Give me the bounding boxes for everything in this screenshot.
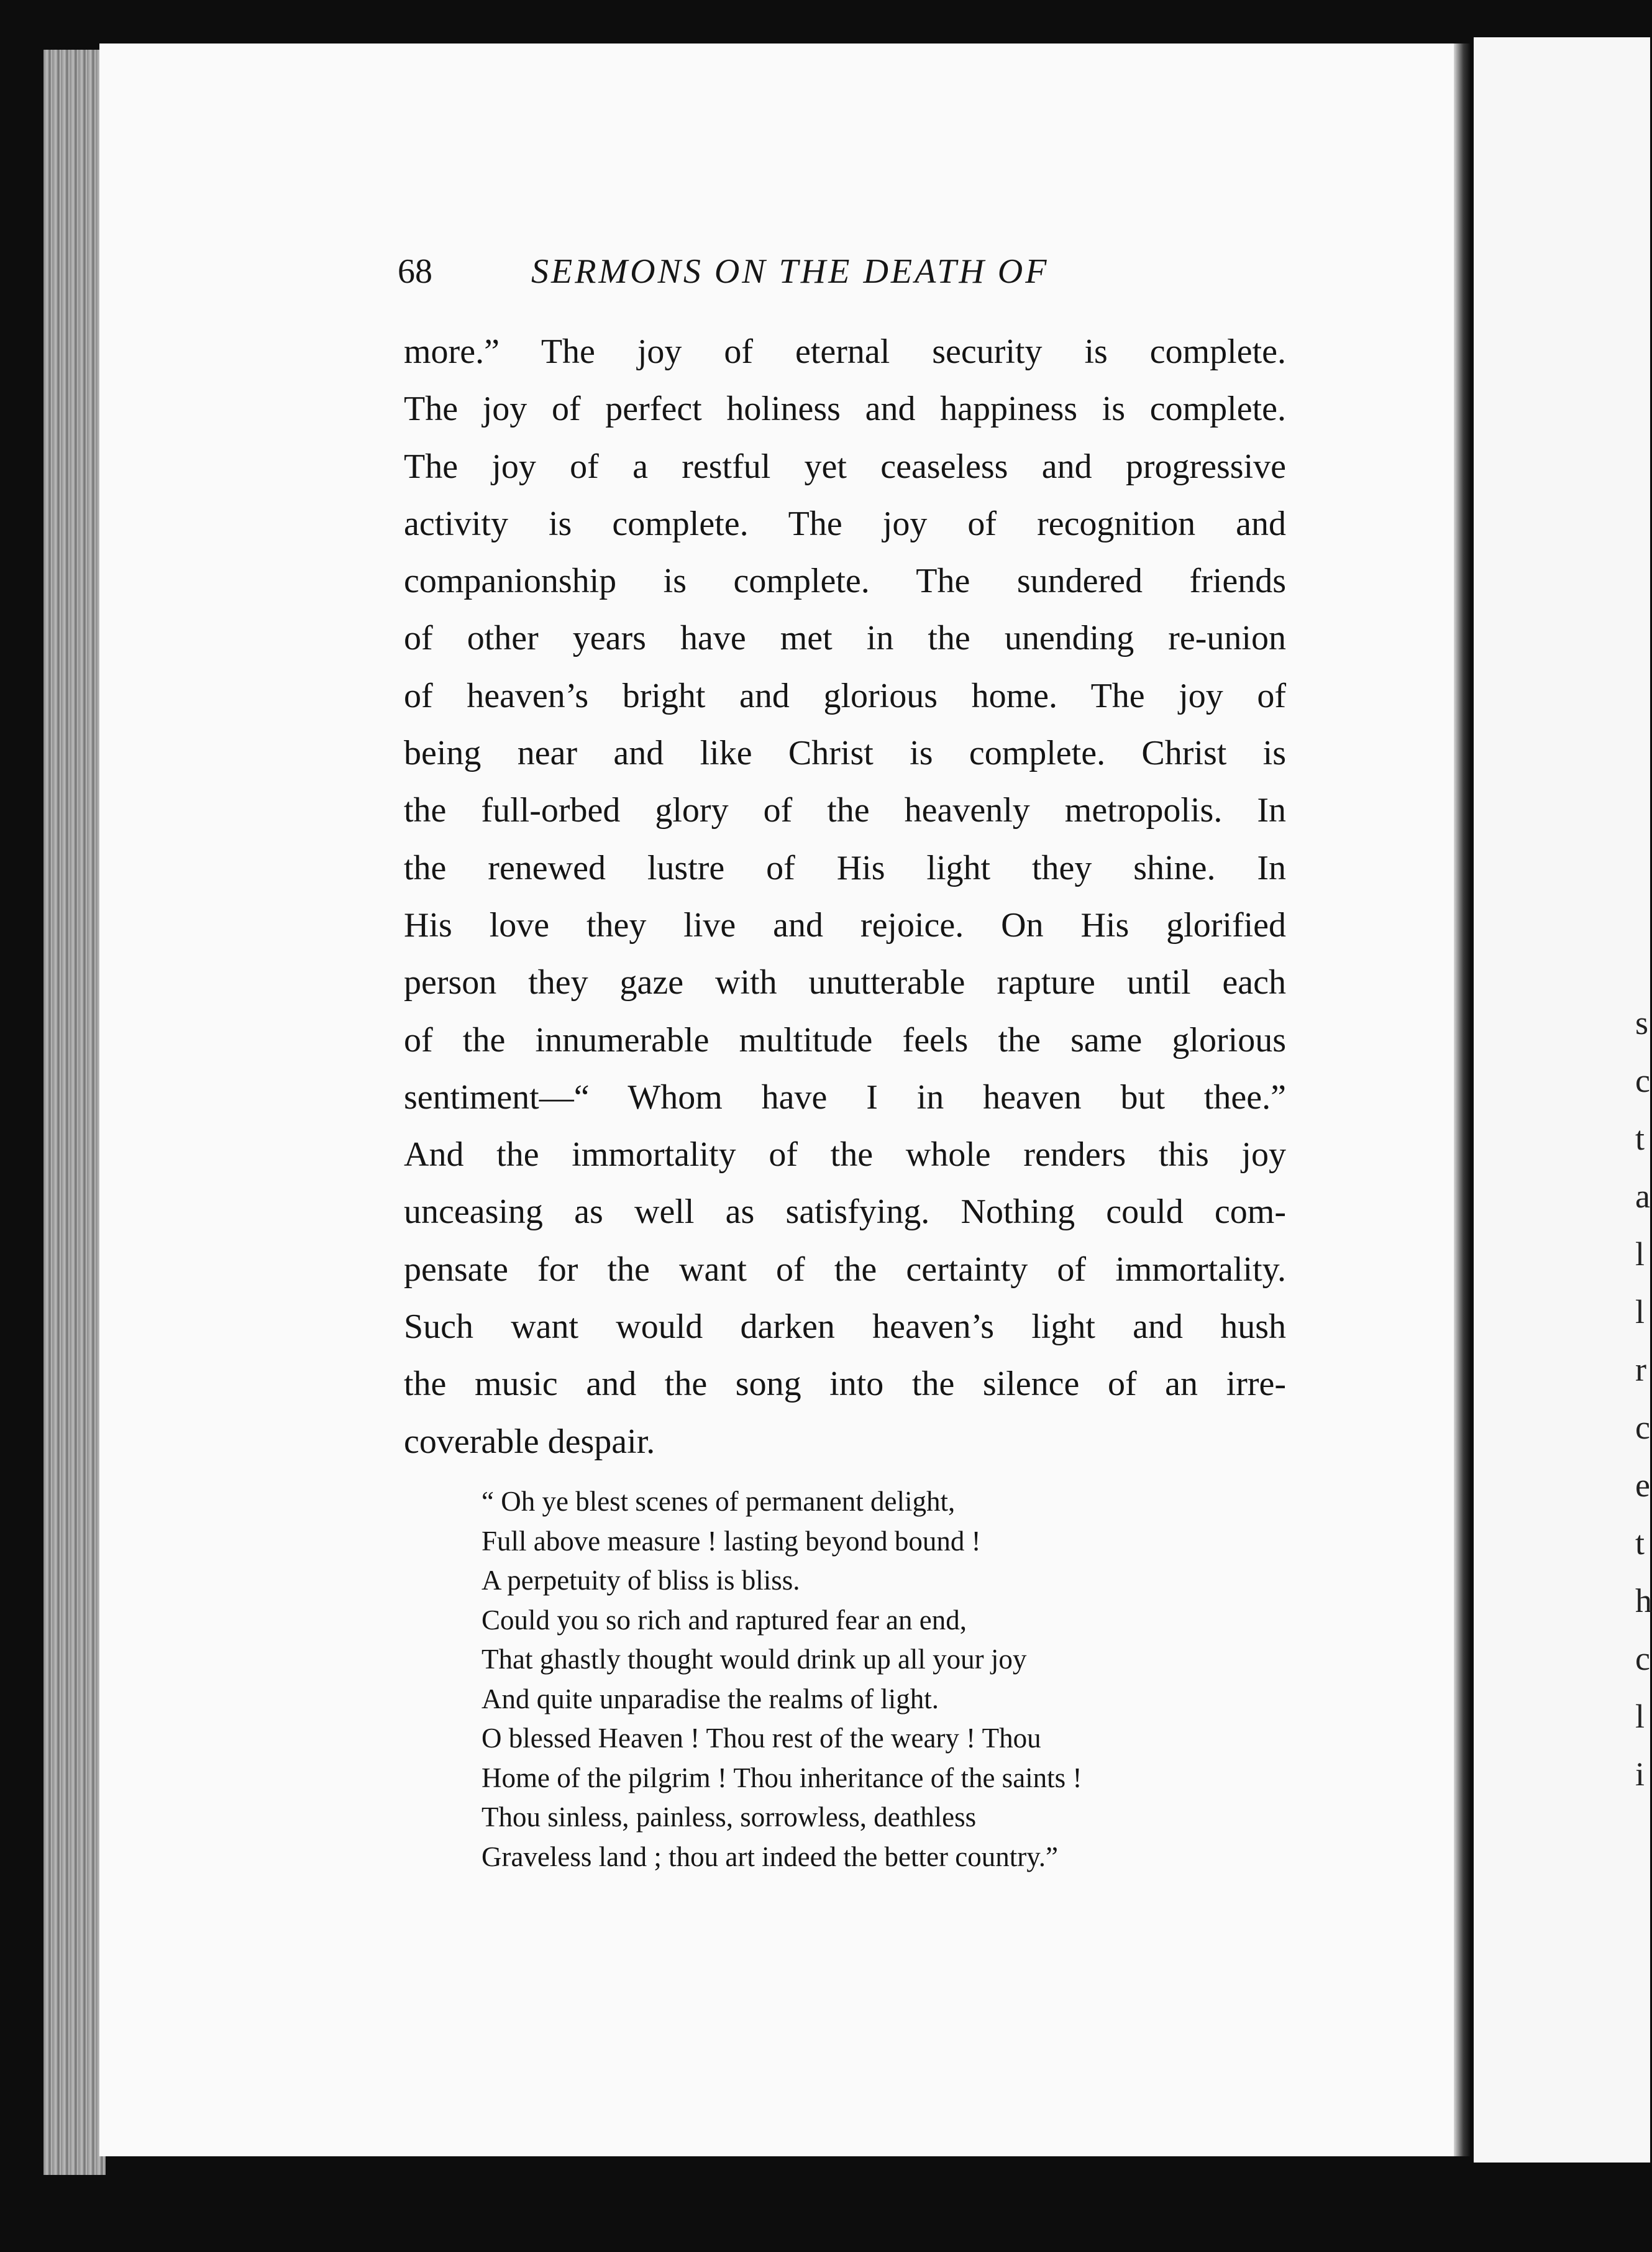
text-line: unceasing as well as satisfying. Nothing could com- xyxy=(404,1192,1286,1232)
facing-page xyxy=(1474,37,1650,2163)
poem-line: Could you so rich and raptured fear an end, xyxy=(481,1604,967,1636)
poem-line: Thou sinless, painless, sorrowless, deathless xyxy=(481,1801,977,1833)
poem-quotation xyxy=(481,1482,1289,1877)
poem-line: A perpetuity of bliss is bliss. xyxy=(481,1565,800,1596)
book-gutter xyxy=(1454,43,1470,2156)
text-line: Such want would darken heaven’s light and hush xyxy=(404,1307,1286,1347)
facing-letter: h xyxy=(1635,1582,1652,1619)
text-line: person they gaze with unutterable rapture until each xyxy=(404,963,1286,1002)
facing-letter: c xyxy=(1635,1409,1650,1446)
body-paragraph xyxy=(404,323,1286,1470)
poem-line: Full above measure ! lasting beyond bound ! xyxy=(481,1525,981,1557)
facing-letter: t xyxy=(1635,1120,1645,1157)
facing-letter: l xyxy=(1635,1293,1645,1330)
facing-letter: t xyxy=(1635,1524,1645,1562)
poem-line: And quite unparadise the realms of light. xyxy=(481,1683,939,1714)
text-line: being near and like Christ is complete. Christ is xyxy=(404,734,1286,773)
text-line: activity is complete. The joy of recognition and xyxy=(404,504,1286,543)
text-line: And the immortality of the whole renders this joy xyxy=(404,1135,1286,1174)
text-line: The joy of a restful yet ceaseless and progressive xyxy=(404,447,1286,486)
text-line: His love they live and rejoice. On His glorified xyxy=(404,905,1286,945)
text-line: companionship is complete. The sundered friends xyxy=(404,562,1286,601)
running-title: SERMONS ON THE DEATH OF xyxy=(531,252,1049,291)
poem-line: That ghastly thought would drink up all your joy xyxy=(481,1644,1027,1675)
text-line: the full-orbed glory of the heavenly metropolis. In xyxy=(404,791,1286,830)
facing-letter: a xyxy=(1635,1178,1650,1215)
page-edges xyxy=(43,50,106,2175)
facing-letter: i xyxy=(1635,1755,1645,1793)
facing-letter: c xyxy=(1635,1062,1650,1099)
text-line: of the innumerable multitude feels the same glorious xyxy=(404,1020,1286,1060)
poem-line: O blessed Heaven ! Thou rest of the weary ! Thou xyxy=(481,1723,1041,1754)
poem-line: Graveless land ; thou art indeed the better country.” xyxy=(481,1841,1058,1872)
poem-line: “ Oh ye blest scenes of permanent delight, xyxy=(481,1486,956,1517)
facing-letter: e xyxy=(1635,1467,1650,1504)
facing-letter: l xyxy=(1635,1698,1645,1735)
text-line: more.” The joy of eternal security is complete. xyxy=(404,332,1286,371)
text-line: pensate for the want of the certainty of immortality. xyxy=(404,1250,1286,1289)
text-line: of heaven’s bright and glorious home. The joy of xyxy=(404,676,1286,715)
text-line: sentiment—“ Whom have I in heaven but thee.” xyxy=(404,1078,1286,1117)
poem-line: Home of the pilgrim ! Thou inheritance of the saints ! xyxy=(481,1762,1082,1793)
page-number: 68 xyxy=(398,252,432,291)
facing-letter: s xyxy=(1635,1004,1649,1041)
facing-letter: r xyxy=(1635,1351,1646,1388)
facing-page-letters xyxy=(1635,994,1650,1803)
text-line: coverable despair. xyxy=(404,1422,655,1461)
page-header xyxy=(398,252,1330,301)
text-line: The joy of perfect holiness and happiness is complete. xyxy=(404,390,1286,429)
text-line: of other years have met in the unending re-union xyxy=(404,619,1286,658)
facing-letter: c xyxy=(1635,1640,1650,1677)
text-line: the renewed lustre of His light they shine. In xyxy=(404,848,1286,887)
text-line: the music and the song into the silence of an irre- xyxy=(404,1365,1286,1404)
facing-letter: l xyxy=(1635,1235,1645,1273)
